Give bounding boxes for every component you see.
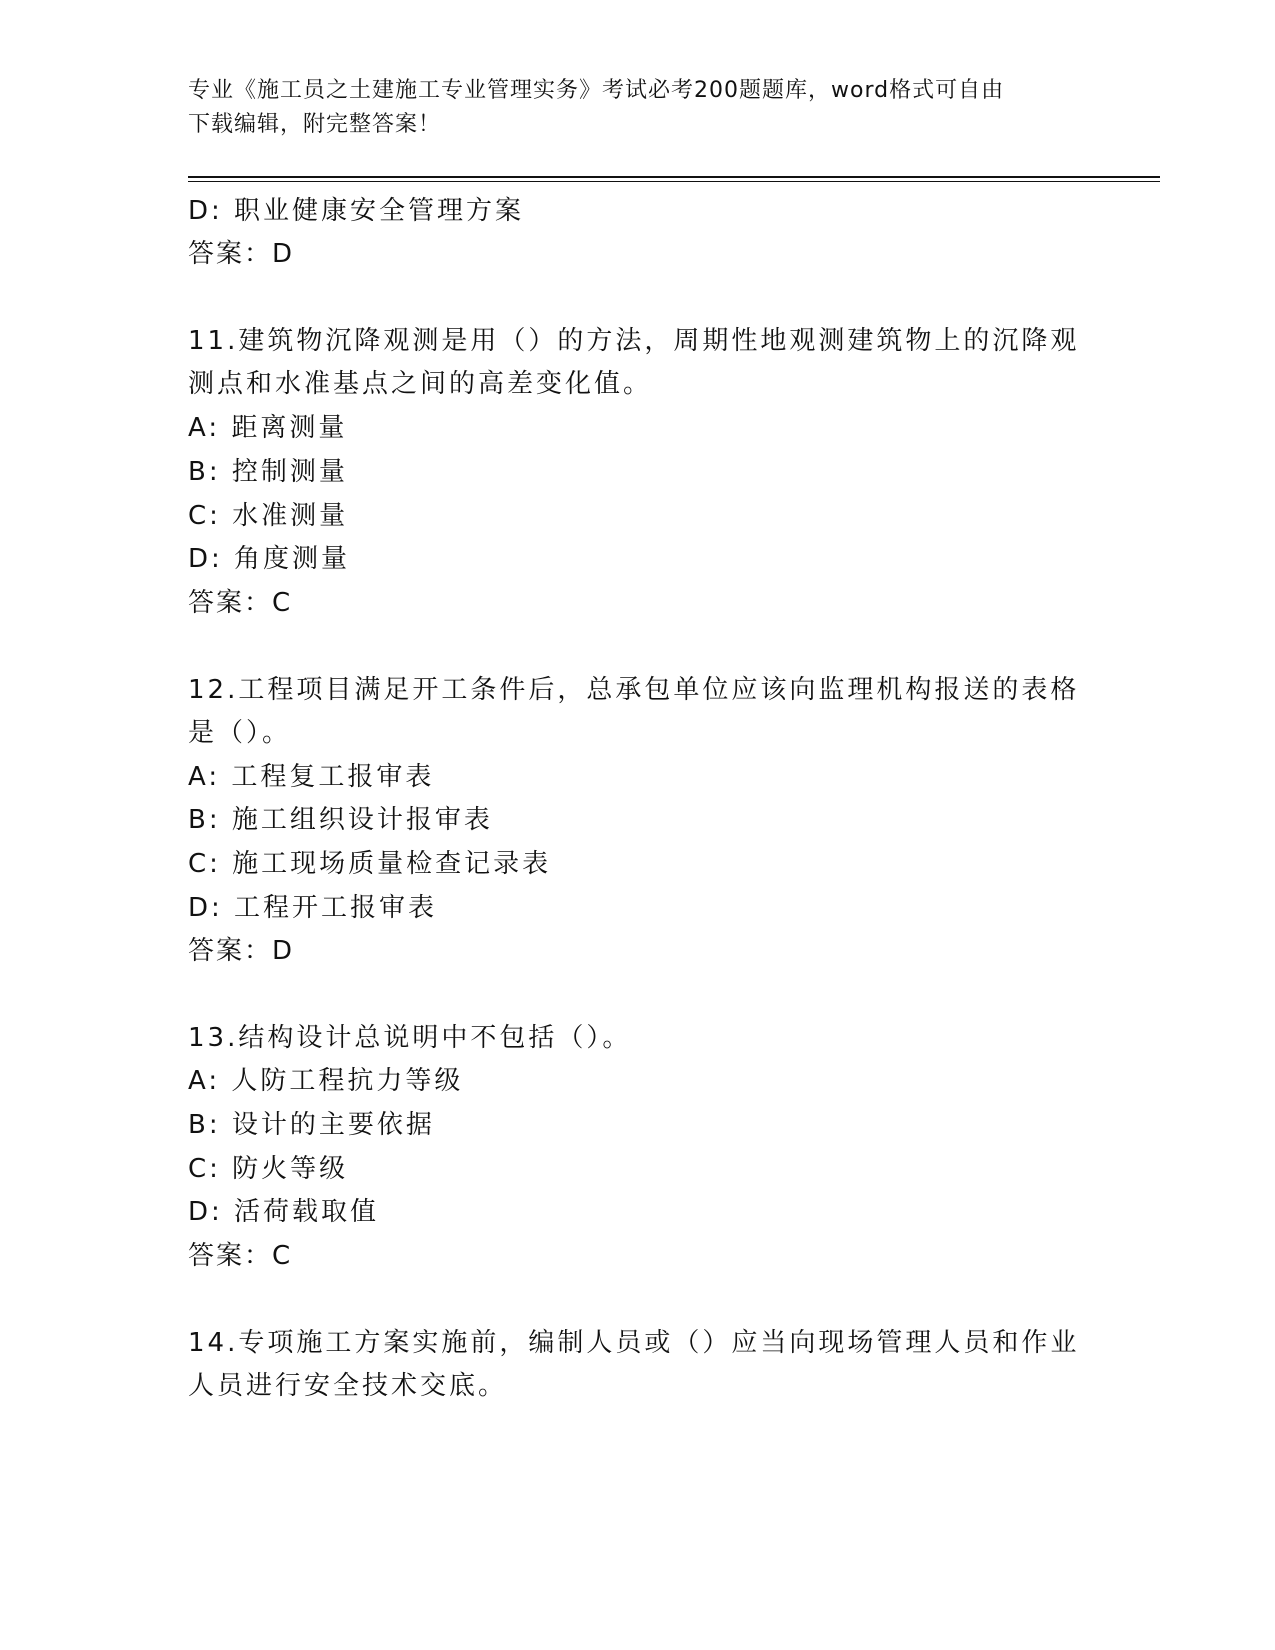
header-divider-thin xyxy=(188,181,1160,182)
q11-option-c: C: 水准测量 xyxy=(188,501,349,531)
q14-stem-line-2: 人员进行安全技术交底。 xyxy=(188,1371,508,1401)
q10-answer: 答案：D xyxy=(188,239,295,269)
q12-stem-line-2: 是（）。 xyxy=(188,718,292,748)
header-line-1: 专业《施工员之土建施工专业管理实务》考试必考200题题库，word格式可自由 xyxy=(188,78,1005,103)
q11-option-d: D: 角度测量 xyxy=(188,544,351,574)
q13-answer: 答案：C xyxy=(188,1241,293,1271)
q11-stem-line-1: 11.建筑物沉降观测是用（）的方法，周期性地观测建筑物上的沉降观 xyxy=(188,326,1080,356)
q14-stem-line-1: 14.专项施工方案实施前，编制人员或（）应当向现场管理人员和作业 xyxy=(188,1328,1080,1358)
q13-option-a: A: 人防工程抗力等级 xyxy=(188,1066,464,1096)
document-header xyxy=(188,74,1088,142)
q11-option-b: B: 控制测量 xyxy=(188,457,348,487)
q12-option-a: A: 工程复工报审表 xyxy=(188,762,435,792)
q13-stem-line-1: 13.结构设计总说明中不包括（）。 xyxy=(188,1023,632,1053)
q12-option-c: C: 施工现场质量检查记录表 xyxy=(188,849,552,879)
header-line-2: 下载编辑，附完整答案！ xyxy=(188,112,442,137)
q11-option-a: A: 距离测量 xyxy=(188,413,348,443)
q13-option-c: C: 防火等级 xyxy=(188,1154,349,1184)
q13-option-b: B: 设计的主要依据 xyxy=(188,1110,435,1140)
q11-answer: 答案：C xyxy=(188,588,293,618)
q11-stem-line-2: 测点和水准基点之间的高差变化值。 xyxy=(188,369,653,399)
q12-option-b: B: 施工组织设计报审表 xyxy=(188,805,493,835)
header-divider-thick xyxy=(188,176,1160,178)
q12-option-d: D: 工程开工报审表 xyxy=(188,893,438,923)
q10-option-d: D: 职业健康安全管理方案 xyxy=(188,196,525,226)
q12-answer: 答案：D xyxy=(188,936,295,966)
q13-option-d: D: 活荷载取值 xyxy=(188,1197,380,1227)
q12-stem-line-1: 12.工程项目满足开工条件后，总承包单位应该向监理机构报送的表格 xyxy=(188,675,1080,705)
